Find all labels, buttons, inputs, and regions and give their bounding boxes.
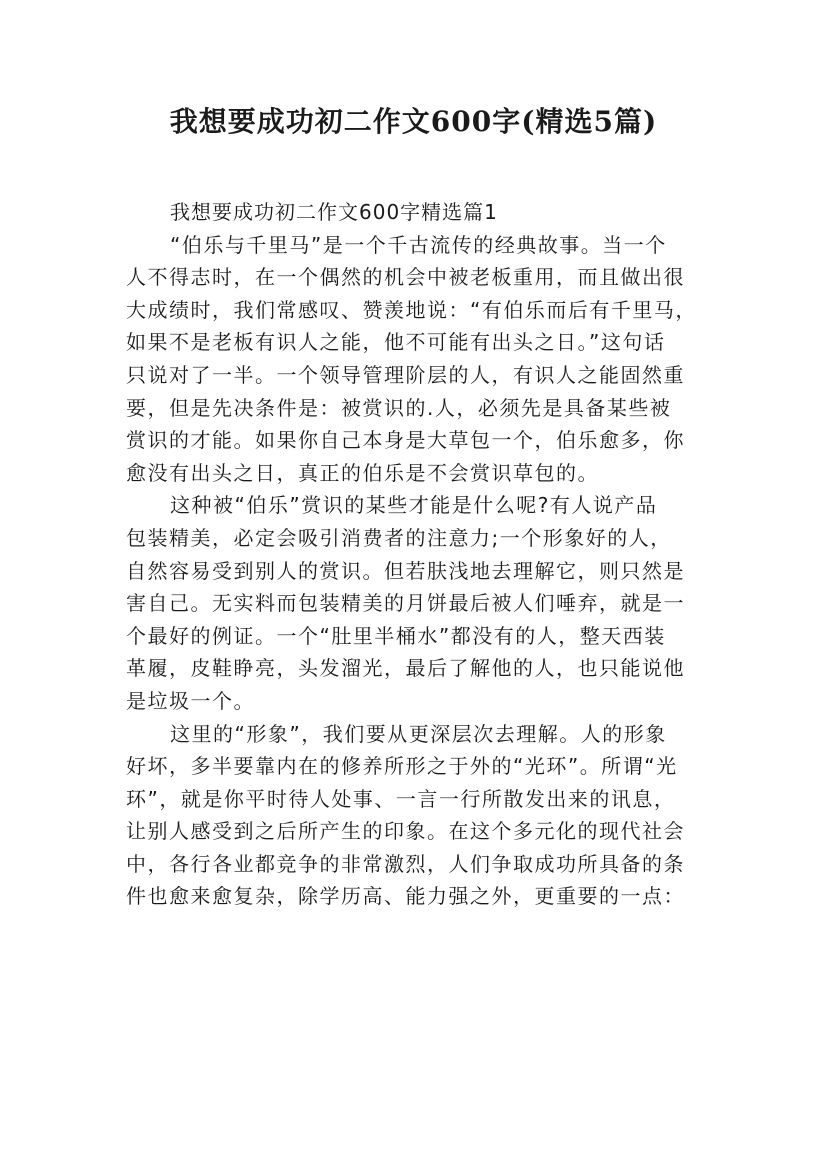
text-line: 要，但是先决条件是：被赏识的.人，必须先是具备某些被 [126,395,672,420]
text-line: 自然容易受到别人的赏识。但若肤浅地去理解它，则只然是 [126,558,685,583]
text-line: 赏识的才能。如果你自己本身是大草包一个，伯乐愈多，你 [126,428,685,453]
text-line: 包装精美，必定会吸引消费者的注意力;一个形象好的人， [126,525,672,550]
document-body [126,196,711,913]
text-line: 个最好的例证。一个“肚里半桶水”都没有的人，整天西装 [126,623,666,648]
document-title: 我想要成功初二作文600字(精选5篇) [169,105,658,138]
text-line: 大成绩时，我们常感叹、赞羡地说：“有伯乐而后有千里马， [126,297,697,322]
text-line: 愈没有出头之日，真正的伯乐是不会赏识草包的。 [126,460,599,485]
text-line: 让别人感受到之后所产生的印象。在这个多元化的现代社会 [126,819,685,844]
text-line: 是垃圾一个。 [126,688,255,713]
text-line: 这里的“形象”，我们要从更深层次去理解。人的形象 [170,721,667,746]
text-line: 人不得志时，在一个偶然的机会中被老板重用，而且做出很 [126,265,685,290]
text-line: 这种被“伯乐”赏识的某些才能是什么呢?有人说产品 [170,493,658,518]
paragraph-1 [126,229,711,490]
text-line: 只说对了一半。一个领导管理阶层的人，有识人之能固然重 [126,362,685,387]
section-heading: 我想要成功初二作文600字精选篇1 [170,200,498,224]
text-line: 好坏，多半要靠内在的修养所形之于外的“光环”。所谓“光 [126,754,678,779]
paragraph-3 [126,718,711,914]
text-line: 环”，就是你平时待人处事、一言一行所散发出来的讯息， [126,786,676,811]
text-line: 件也愈来愈复杂，除学历高、能力强之外，更重要的一点： [126,884,685,909]
text-line: 如果不是老板有识人之能，他不可能有出头之日。”这句话 [126,330,666,355]
text-line: 害自己。无实料而包装精美的月饼最后被人们唾弃，就是一 [126,591,685,616]
text-line: “伯乐与千里马”是一个千古流传的经典故事。当一个 [170,232,667,257]
text-line: 中，各行各业都竞争的非常激烈，人们争取成功所具备的条 [126,851,685,876]
text-line: 革履，皮鞋睁亮，头发溜光，最后了解他的人，也只能说他 [126,656,685,681]
paragraph-2 [126,489,711,717]
